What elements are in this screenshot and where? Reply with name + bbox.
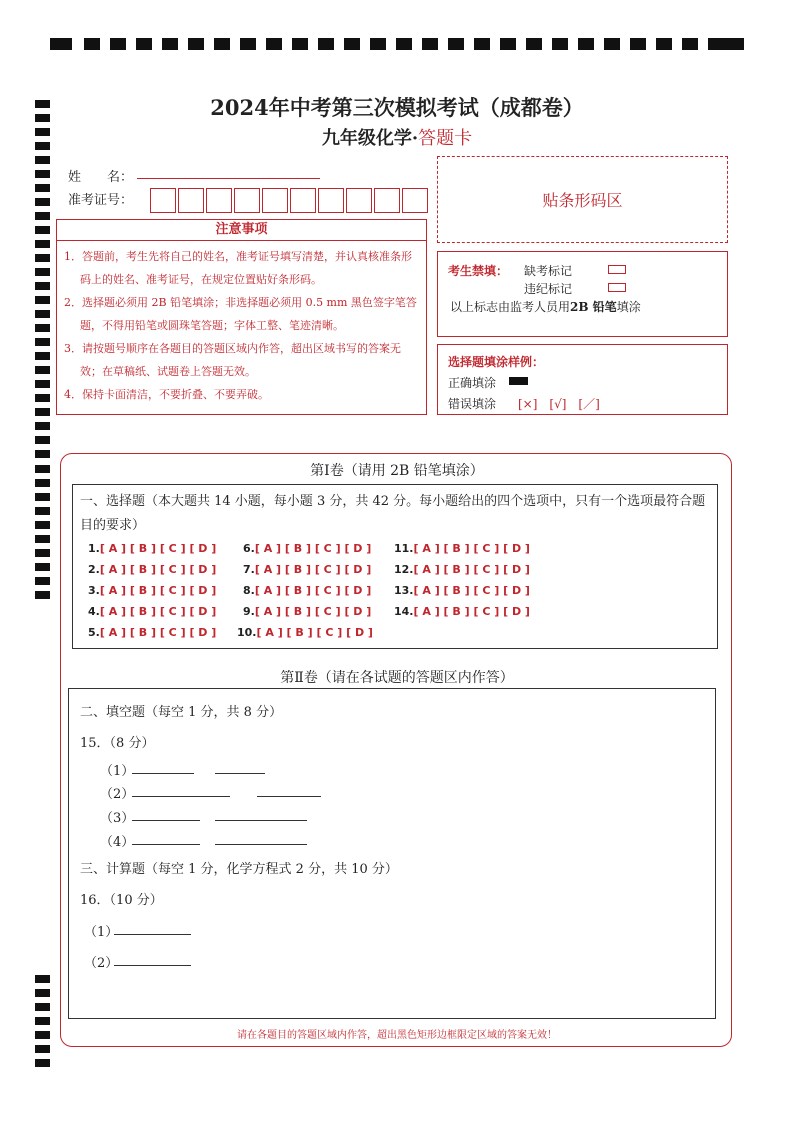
q15-4-blank-b[interactable]: [215, 844, 307, 845]
forbidden-note-bold: 2B 铅笔: [570, 300, 617, 314]
q-options[interactable]: [ A ] [ B ] [ C ] [ D ]: [99, 605, 217, 618]
sample-heading: 选择题填涂样例：: [448, 355, 545, 369]
q15-label: 15．（8 分）: [80, 736, 155, 751]
choice-q2[interactable]: [88, 563, 216, 576]
footer-warning: 请在各题目的答题区域内作答，超出黑色矩形边框限定区域的答案无效！: [237, 1030, 557, 1041]
q15-part4-label: （4）: [100, 835, 135, 850]
q-number: 6.: [243, 542, 255, 555]
q-options[interactable]: [ A ] [ B ] [ C ] [ D ]: [99, 626, 217, 639]
q15-3-blank-a[interactable]: [132, 820, 200, 821]
notice-item: 4．保持卡面清洁，不要折叠、不要弄破。: [64, 388, 269, 401]
choice-q5[interactable]: [88, 626, 216, 639]
fill-blank-heading: 二、填空题（每空 1 分，共 8 分）: [80, 705, 283, 720]
violation-mark-label: 违纪标记: [524, 282, 573, 296]
q16-1-blank[interactable]: [114, 934, 191, 935]
subtitle-answer-sheet: 答题卡: [418, 128, 473, 149]
q-number: 12.: [394, 563, 414, 576]
choice-q1[interactable]: [88, 542, 216, 555]
q-options[interactable]: [ A ] [ B ] [ C ] [ D ]: [254, 605, 372, 618]
subtitle-subject: 九年级化学·: [321, 128, 419, 149]
q-number: 11.: [394, 542, 414, 555]
q16-2-blank[interactable]: [114, 965, 191, 966]
barcode-area: [437, 156, 728, 243]
fill-sample-box: [437, 344, 728, 415]
choice-q3[interactable]: [88, 584, 216, 597]
forbidden-note-post: 填涂: [616, 300, 641, 314]
q-number: 4.: [88, 605, 100, 618]
top-timing-marks: [50, 38, 744, 50]
choice-q6[interactable]: [243, 542, 371, 555]
q15-4-blank-a[interactable]: [132, 844, 200, 845]
notice-box: [56, 219, 427, 415]
absent-mark-label: 缺考标记: [524, 264, 573, 278]
absent-mark-box: [608, 265, 626, 274]
violation-mark-box: [608, 283, 626, 292]
forbidden-label: 考生禁填：: [448, 264, 509, 278]
q-options[interactable]: [ A ] [ B ] [ C ] [ D ]: [256, 626, 373, 639]
choice-q7[interactable]: [243, 563, 371, 576]
choice-instructions: 一、选择题（本大题共 14 小题，每小题 3 分，共 42 分。每小题给出的四个选项中，只有一个选项最符合题目的要求）: [80, 494, 706, 533]
choice-q10[interactable]: [237, 626, 373, 639]
q15-1-blank-a[interactable]: [132, 773, 194, 774]
wrong-fill-marks: [×] [√] [／]: [518, 397, 600, 411]
notice-item: 2．选择题必须用 2B 铅笔填涂；非选择题必须用 0.5 mm 黑色签字笔答题，不得用铅笔或圆珠笔答题；字体工整、笔迹清晰。: [64, 296, 417, 332]
correct-fill-mark: [509, 377, 528, 385]
forbidden-note-pre: 以上标志由监考人员用: [450, 300, 571, 314]
q-options[interactable]: [ A ] [ B ] [ C ] [ D ]: [254, 563, 372, 576]
q-options[interactable]: [ A ] [ B ] [ C ] [ D ]: [99, 563, 217, 576]
q-options[interactable]: [ A ] [ B ] [ C ] [ D ]: [413, 542, 530, 555]
barcode-label: 贴条形码区: [542, 191, 623, 210]
q15-2-blank-b[interactable]: [257, 796, 321, 797]
notice-heading: 注意事项: [57, 220, 426, 241]
notice-item: 3．请按题号顺序在各题目的答题区域内作答，超出区域书写的答案无效；在草稿纸、试题卷上答题无效。: [64, 342, 401, 378]
exam-id-label: 准考证号：: [68, 193, 134, 208]
q-number: 14.: [394, 605, 414, 618]
side-timing-marks-lower: [35, 975, 50, 1067]
exam-id-boxes[interactable]: [150, 188, 430, 213]
wrong-fill-label: 错误填涂: [448, 397, 497, 411]
choice-q4[interactable]: [88, 605, 216, 618]
q-options[interactable]: [ A ] [ B ] [ C ] [ D ]: [413, 563, 530, 576]
name-label: 姓 名：: [68, 170, 134, 185]
q15-2-blank-a[interactable]: [132, 796, 230, 797]
q16-part2-label: （2）: [84, 956, 119, 971]
q-number: 10.: [237, 626, 257, 639]
q-number: 13.: [394, 584, 414, 597]
q16-label: 16．（10 分）: [80, 893, 163, 908]
forbidden-note: [450, 298, 641, 315]
page-subtitle: [0, 124, 794, 150]
page-title: 2024年中考第三次模拟考试（成都卷）: [210, 95, 584, 120]
side-timing-marks-upper: [35, 100, 50, 600]
q-options[interactable]: [ A ] [ B ] [ C ] [ D ]: [413, 605, 530, 618]
q-number: 5.: [88, 626, 100, 639]
choice-q9[interactable]: [243, 605, 371, 618]
name-input-line[interactable]: [137, 178, 320, 179]
correct-fill-label: 正确填涂: [448, 376, 497, 390]
q15-part1-label: （1）: [100, 764, 135, 779]
notice-item: 1．答题前，考生先将自己的姓名，准考证号填写清楚，并认真核准条形码上的姓名、准考证号，在规定位置贴好条形码。: [64, 250, 412, 286]
q-number: 9.: [243, 605, 255, 618]
q15-part3-label: （3）: [100, 811, 135, 826]
q-options[interactable]: [ A ] [ B ] [ C ] [ D ]: [99, 542, 217, 555]
q16-part1-label: （1）: [84, 925, 119, 940]
examiner-only-box: [437, 251, 728, 337]
calc-heading: 三、计算题（每空 1 分，化学方程式 2 分，共 10 分）: [80, 862, 398, 877]
choice-q13[interactable]: [394, 584, 530, 597]
choice-q8[interactable]: [243, 584, 371, 597]
written-section-box: [68, 688, 716, 1019]
q15-part2-label: （2）: [100, 787, 135, 802]
part1-title: 第Ⅰ卷（请用 2B 铅笔填涂）: [310, 463, 484, 479]
choice-q11[interactable]: [394, 542, 530, 555]
q-options[interactable]: [ A ] [ B ] [ C ] [ D ]: [413, 584, 530, 597]
q-options[interactable]: [ A ] [ B ] [ C ] [ D ]: [254, 542, 372, 555]
choice-q12[interactable]: [394, 563, 530, 576]
q-number: 2.: [88, 563, 100, 576]
q15-1-blank-b[interactable]: [215, 773, 265, 774]
q15-3-blank-b[interactable]: [215, 820, 307, 821]
choice-q14[interactable]: [394, 605, 530, 618]
q-options[interactable]: [ A ] [ B ] [ C ] [ D ]: [254, 584, 372, 597]
q-number: 3.: [88, 584, 100, 597]
part2-title: 第Ⅱ卷（请在各试题的答题区内作答）: [280, 670, 514, 686]
q-number: 1.: [88, 542, 100, 555]
q-options[interactable]: [ A ] [ B ] [ C ] [ D ]: [99, 584, 217, 597]
q-number: 8.: [243, 584, 255, 597]
q-number: 7.: [243, 563, 255, 576]
